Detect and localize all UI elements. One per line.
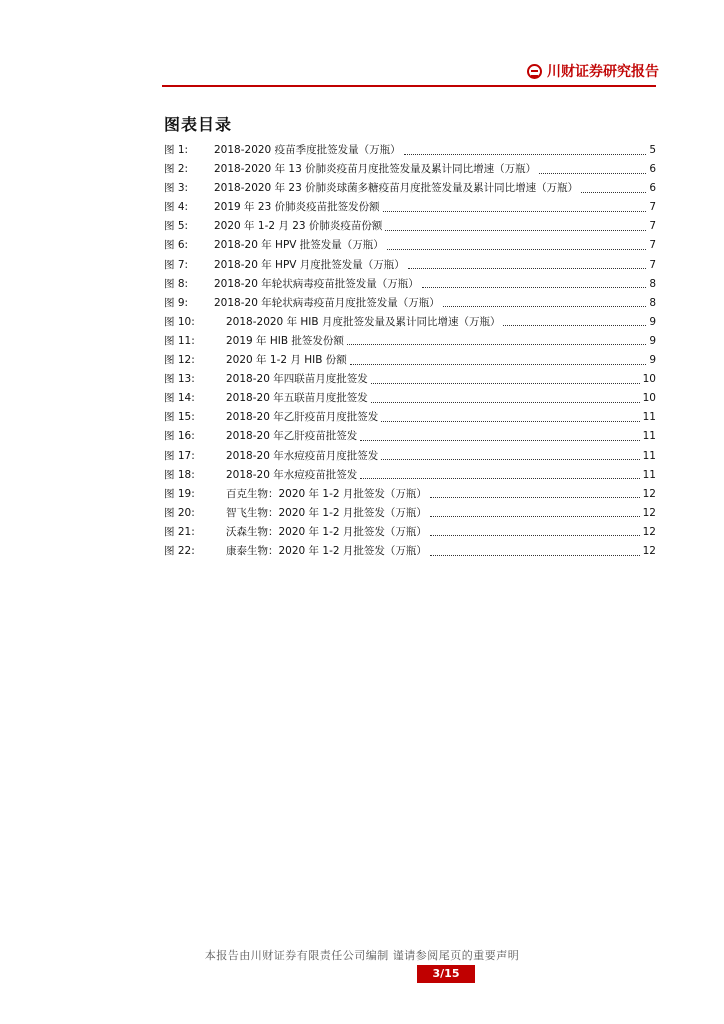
toc-entry-title: 2018-20 年水痘疫苗批签发	[226, 468, 358, 481]
toc-entry[interactable]	[164, 256, 656, 275]
toc-entry-page: 7	[649, 258, 656, 271]
toc-entry-label: 图 16:	[164, 430, 195, 443]
toc-entry-page: 12	[642, 506, 656, 519]
toc-entry-page: 11	[642, 411, 656, 424]
toc-entry-title: 沃森生物：2020 年 1-2 月批签发（万瓶）	[226, 525, 427, 538]
toc-entry-title: 2018-20 年轮状病毒疫苗月度批签发量（万瓶）	[214, 296, 440, 309]
toc-entry-label: 图 4:	[164, 201, 189, 214]
toc-entry-label: 图 21:	[164, 525, 195, 538]
toc-entry-page: 7	[649, 239, 656, 252]
toc-leader-dots	[383, 210, 647, 212]
toc-entry[interactable]	[164, 275, 656, 294]
toc-leader-dots	[430, 496, 640, 498]
toc-leader-dots	[503, 324, 646, 326]
toc-entry[interactable]	[164, 313, 656, 332]
toc-entry-page: 5	[649, 144, 656, 156]
toc-entry-label: 图 5:	[164, 220, 189, 233]
toc-entry-label: 图 6:	[164, 239, 189, 252]
toc-entry[interactable]	[164, 427, 656, 446]
toc-entry-label: 图 2:	[164, 163, 189, 176]
toc-entry[interactable]	[164, 198, 656, 217]
brand-name: 川财证券研究报告	[547, 64, 659, 80]
toc-entry-label: 图 12:	[164, 354, 195, 367]
page-header	[0, 58, 724, 84]
toc-leader-dots	[408, 267, 647, 269]
toc-entry[interactable]	[164, 294, 656, 313]
toc-leader-dots	[350, 363, 647, 365]
toc-title: 图表目录	[164, 115, 233, 134]
toc-entry-label: 图 9:	[164, 296, 189, 309]
toc-entry-page: 6	[649, 182, 656, 195]
toc-leader-dots	[422, 286, 647, 288]
toc-entry[interactable]	[164, 236, 656, 255]
toc-entry-page: 7	[649, 220, 656, 233]
toc-leader-dots	[360, 477, 639, 479]
brand-icon	[527, 64, 542, 79]
brand-logo	[527, 60, 659, 82]
toc-entry-label: 图 14:	[164, 392, 195, 405]
toc-entry-title: 2020 年 1-2 月 HIB 份额	[226, 354, 347, 367]
toc-entry-page: 11	[642, 449, 656, 462]
toc-entry[interactable]	[164, 485, 656, 504]
toc-entry-page: 12	[642, 525, 656, 538]
toc-entry-title: 2019 年 23 价肺炎疫苗批签发份额	[214, 201, 380, 214]
toc-entry-title: 2018-2020 疫苗季度批签发量（万瓶）	[214, 144, 401, 156]
toc-entry-page: 9	[649, 354, 656, 367]
footer-disclaimer: 本报告由川财证券有限责任公司编制 谨请参阅尾页的重要声明	[204, 949, 520, 962]
toc-entry-label: 图 10:	[164, 315, 195, 328]
toc-entry-title: 2018-20 年四联苗月度批签发	[226, 373, 368, 386]
toc-entry-title: 2018-20 年乙肝疫苗月度批签发	[226, 411, 379, 424]
toc-entry-label: 图 20:	[164, 506, 195, 519]
toc-leader-dots	[371, 401, 640, 403]
toc-entry-page: 11	[642, 468, 656, 481]
toc-entry[interactable]	[164, 217, 656, 236]
toc-entry[interactable]	[164, 179, 656, 198]
toc-leader-dots	[371, 382, 640, 384]
toc-leader-dots	[385, 229, 646, 231]
toc-entry-label: 图 8:	[164, 277, 189, 290]
toc-entry-title: 2019 年 HIB 批签发份额	[226, 334, 344, 347]
toc-entry-label: 图 3:	[164, 182, 189, 195]
toc-entry-page: 8	[649, 296, 656, 309]
toc-entry-page: 10	[642, 392, 656, 405]
toc-entry-title: 2018-2020 年 HIB 月度批签发量及累计同比增速（万瓶）	[226, 315, 501, 328]
toc-entry-page: 10	[642, 373, 656, 386]
page-number: 3/15	[417, 965, 475, 983]
toc-entry-page: 12	[642, 544, 656, 557]
toc-entry-title: 2018-20 年 HPV 批签发量（万瓶）	[214, 239, 384, 252]
toc-entry-title: 2018-2020 年 13 价肺炎疫苗月度批签发量及累计同比增速（万瓶）	[214, 163, 537, 176]
toc-entry[interactable]	[164, 389, 656, 408]
toc-leader-dots	[430, 534, 640, 536]
toc-entry[interactable]	[164, 351, 656, 370]
toc-entry[interactable]	[164, 504, 656, 523]
toc-entry-title: 2018-20 年轮状病毒疫苗批签发量（万瓶）	[214, 277, 419, 290]
toc-leader-dots	[381, 420, 639, 422]
toc-entry[interactable]	[164, 523, 656, 542]
toc-entry-label: 图 17:	[164, 449, 195, 462]
toc-entry[interactable]	[164, 160, 656, 179]
toc-leader-dots	[381, 458, 639, 460]
toc-leader-dots	[387, 248, 647, 250]
toc-leader-dots	[430, 515, 640, 517]
toc-entry[interactable]	[164, 466, 656, 485]
toc-entry-title: 2020 年 1-2 月 23 价肺炎疫苗份额	[214, 220, 383, 233]
toc-entry[interactable]	[164, 141, 656, 160]
toc-entry-label: 图 1:	[164, 144, 189, 156]
toc-entry-label: 图 11:	[164, 334, 195, 347]
toc-leader-dots	[404, 153, 647, 155]
toc-entry-label: 图 18:	[164, 468, 195, 481]
toc-entry-title: 2018-20 年水痘疫苗月度批签发	[226, 449, 379, 462]
toc-entry[interactable]	[164, 542, 656, 561]
toc-entry-title: 2018-20 年 HPV 月度批签发量（万瓶）	[214, 258, 405, 271]
toc-leader-dots	[581, 191, 646, 193]
toc-entry-title: 2018-20 年乙肝疫苗批签发	[226, 430, 358, 443]
toc-entry-label: 图 13:	[164, 373, 195, 386]
toc-entry-page: 9	[649, 315, 656, 328]
toc-entry-title: 智飞生物：2020 年 1-2 月批签发（万瓶）	[226, 506, 427, 519]
toc-leader-dots	[539, 172, 646, 174]
toc-entry[interactable]	[164, 408, 656, 427]
toc-entry-page: 6	[649, 163, 656, 176]
toc-entry-label: 图 19:	[164, 487, 195, 500]
toc-entry[interactable]	[164, 447, 656, 466]
toc-entry-label: 图 7:	[164, 258, 189, 271]
toc-leader-dots	[430, 554, 640, 556]
toc-entry-page: 7	[649, 201, 656, 214]
toc-entry-page: 9	[649, 334, 656, 347]
toc-leader-dots	[443, 305, 647, 307]
toc-entry-label: 图 22:	[164, 544, 195, 557]
toc-entry[interactable]	[164, 332, 656, 351]
toc-entry-title: 2018-2020 年 23 价肺炎球菌多糖疫苗月度批签发量及累计同比增速（万瓶）	[214, 182, 579, 195]
toc-entry-page: 12	[642, 487, 656, 500]
toc-entry-title: 百克生物：2020 年 1-2 月批签发（万瓶）	[226, 487, 427, 500]
toc-entry-title: 2018-20 年五联苗月度批签发	[226, 392, 368, 405]
toc-entry-title: 康泰生物：2020 年 1-2 月批签发（万瓶）	[226, 544, 427, 557]
header-rule	[162, 85, 656, 87]
toc-leader-dots	[360, 439, 639, 441]
toc-entry-label: 图 15:	[164, 411, 195, 424]
toc-entry-page: 8	[649, 277, 656, 290]
table-of-figures	[164, 141, 656, 561]
toc-entry[interactable]	[164, 370, 656, 389]
toc-entry-page: 11	[642, 430, 656, 443]
toc-leader-dots	[347, 343, 646, 345]
